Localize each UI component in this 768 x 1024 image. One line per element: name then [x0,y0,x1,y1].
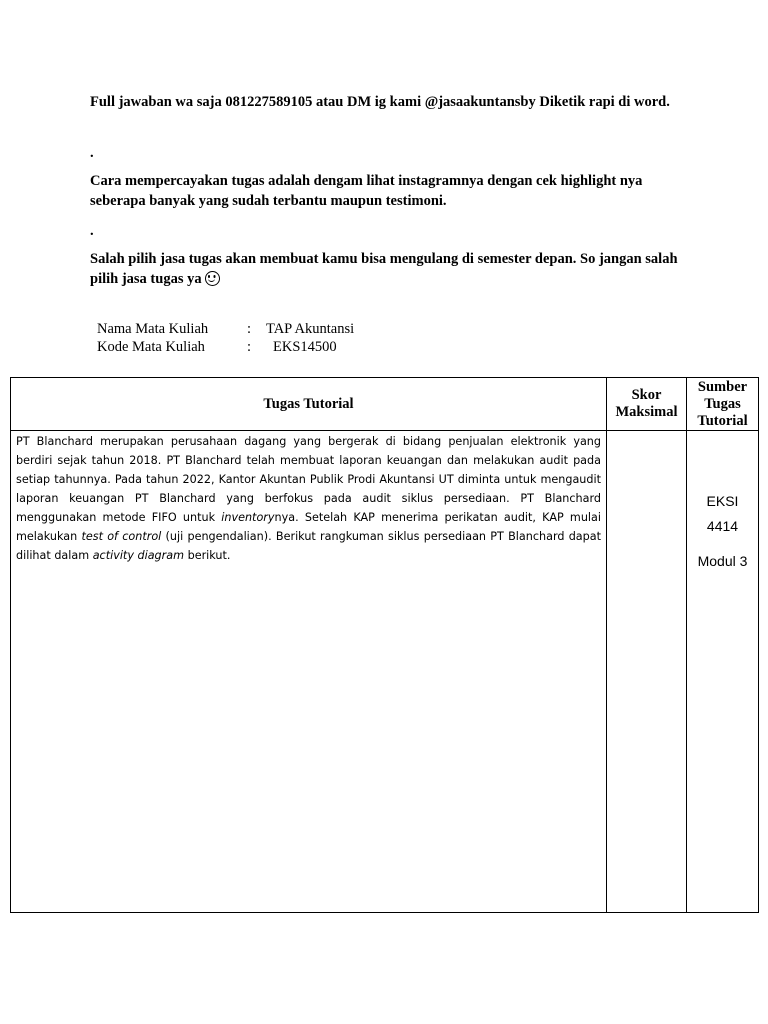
header-task: Tugas Tutorial [11,378,607,431]
task-text-part: PT Blanchard merupakan perusahaan dagang yang bergerak di bidang penjualan elektronik yang berdiri sejak tahun 2018. PT Blanchard telah membuat laporan keuangan dan melakukan audit pada setiap tahunnya. Pada tahun 2022, Kantor Akuntan Publik Prodi Akuntansi UT diminta untuk mengaudit laporan keuangan PT Blanchard yang berfokus pada audit siklus persediaan. PT Blanchard menggunakan metode FIFO untuk [16,435,601,524]
task-text-part: nya. Setelah KAP menerima perikatan audit, KAP mulai melakukan [16,511,601,543]
course-info [97,320,457,356]
task-text-term: test of control [81,530,162,543]
source-code: EKSI [706,493,739,509]
promo-warning-paragraph [90,249,680,289]
task-text-part: berikut. [184,549,231,562]
separator-dot: . [90,145,94,161]
task-text-part: (uji pengendalian). Berikut rangkuman siklus persediaan PT Blanchard dapat dilihat dalam [16,530,602,562]
task-cell [11,431,607,913]
course-code-separator: : [247,339,252,355]
table-row [11,431,759,913]
course-name-label: Nama Mata Kuliah [97,321,209,337]
task-text-term: inventory [221,511,275,524]
smiling-face-icon [205,271,220,286]
separator-dot: . [90,223,94,239]
tutorial-table [10,377,759,913]
header-max-score: Skor Maksimal [607,378,687,431]
header-source: Sumber Tugas Tutorial [687,378,759,431]
promo-trust-text: Cara mempercayakan tugas adalah dengam lihat instagramnya dengan cek highlight nya seberapa banyak yang sudah terbantu maupun testimoni. [90,173,643,209]
course-code-label: Kode Mata Kuliah [97,339,205,355]
task-text-term: activity diagram [92,549,185,562]
task-description [11,431,606,565]
table-header-row [11,378,759,431]
source-module: Modul 3 [697,553,748,569]
source-cell [687,431,759,913]
score-cell [607,431,687,913]
source-number: 4414 [706,518,739,534]
course-name-value: TAP Akuntansi [266,321,355,337]
course-code-value: EKS14500 [273,339,337,355]
promo-contact-text: Full jawaban wa saja 081227589105 atau DM ig kami @jasaakuntansby Diketik rapi di word. [90,94,670,110]
course-name-separator: : [247,321,252,337]
promo-warning-text: Salah pilih jasa tugas akan membuat kamu bisa mengulang di semester depan. So jangan salah pilih jasa tugas ya [90,251,678,287]
